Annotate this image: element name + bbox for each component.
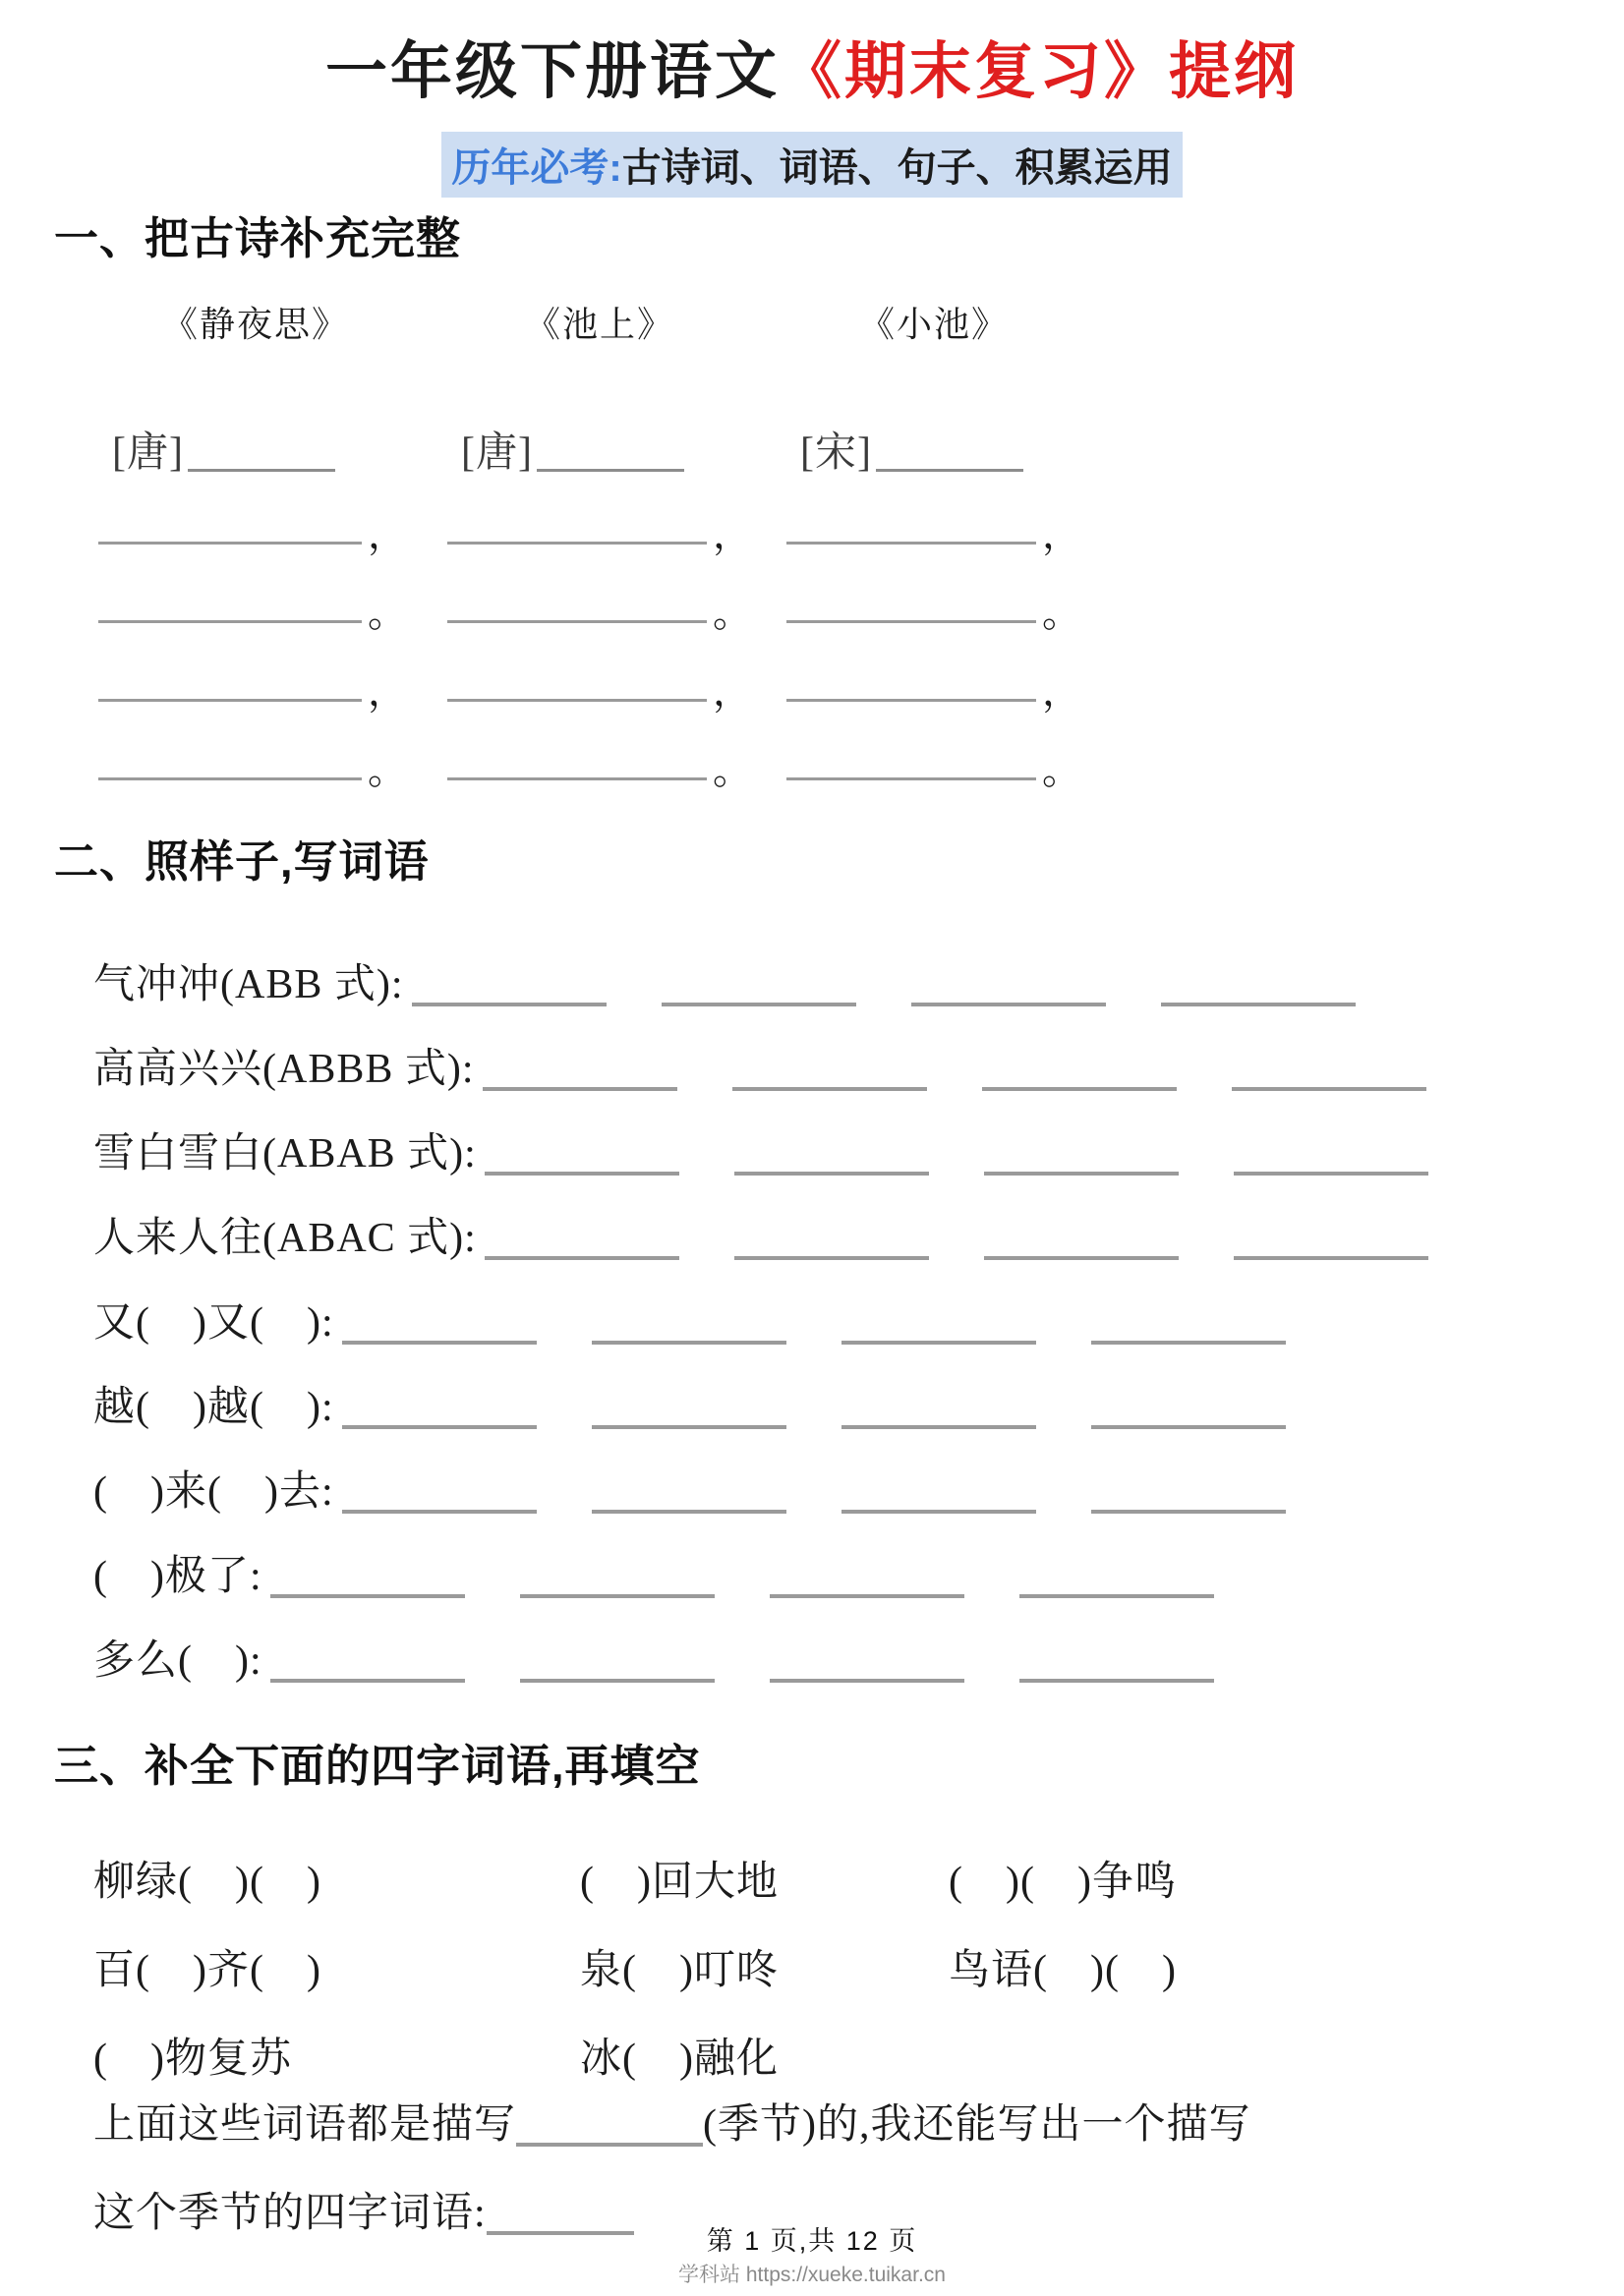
pattern-label: 多么( ): — [93, 1638, 262, 1684]
idiom-blank: 泉( )叮咚 — [580, 1948, 779, 1993]
author-blank-line — [876, 469, 1023, 472]
section2-heading: 二、照样子,写词语 — [54, 836, 430, 887]
answer-blank-line — [270, 1594, 465, 1598]
poem-author-row — [98, 381, 413, 478]
poem-title: 《小池》 — [858, 305, 1009, 344]
answer-blank-line — [1019, 1594, 1214, 1598]
verse-punct: 。 — [1042, 748, 1081, 792]
answer-blank-line — [485, 1256, 679, 1260]
answer-blank-line — [984, 1256, 1179, 1260]
answer-blank-line — [1234, 1172, 1428, 1176]
answer-blank-line — [342, 1425, 537, 1429]
idiom-row — [93, 1834, 1519, 1923]
verse-blank-row — [98, 635, 413, 714]
poem-column-xiaochi — [786, 287, 1081, 792]
fill-text-line2: 这个季节的四字词语: — [93, 2191, 487, 2236]
verse-punct: 。 — [1042, 591, 1081, 635]
pattern-item-abb — [93, 934, 1548, 1018]
verse-blank-row — [447, 635, 752, 714]
pattern-label: ( )来( )去: — [93, 1469, 334, 1515]
page-title-red: 《期末复习》提纲 — [780, 37, 1299, 106]
poem-title: 《静夜思》 — [161, 305, 349, 344]
verse-punct: 。 — [368, 748, 407, 792]
site-watermark: 学科站 https://xueke.tuikar.cn — [678, 2264, 946, 2286]
answer-blank-line — [1091, 1341, 1286, 1345]
verse-blank-line — [786, 777, 1036, 780]
verse-punct: 。 — [713, 591, 752, 635]
answer-blank-line — [520, 1594, 715, 1598]
pattern-label: 雪白雪白(ABAB 式): — [93, 1131, 477, 1177]
verse-blank-line — [786, 620, 1036, 623]
verse-blank-line — [786, 699, 1036, 702]
verse-blank-row — [786, 478, 1081, 556]
idiom-blank: 柳绿( )( ) — [93, 1860, 321, 1905]
answer-blank-line — [520, 1679, 715, 1683]
verse-punct: ， — [368, 669, 407, 714]
answer-blank-line — [732, 1087, 927, 1091]
answer-blank-line — [770, 1679, 964, 1683]
author-blank-line — [188, 469, 335, 472]
pattern-item-yue-yue — [93, 1356, 1548, 1441]
verse-blank-line — [98, 620, 362, 623]
dynasty-label: [唐] — [461, 430, 533, 476]
answer-blank-line — [841, 1510, 1036, 1514]
verse-punct: ， — [368, 512, 407, 556]
verse-blank-row — [786, 635, 1081, 714]
pattern-item-abac — [93, 1187, 1548, 1272]
verse-blank-line — [447, 777, 707, 780]
answer-blank-line — [984, 1172, 1179, 1176]
answer-blank-line — [662, 1003, 856, 1006]
answer-blank-line — [1234, 1256, 1428, 1260]
verse-punct: 。 — [713, 748, 752, 792]
answer-blank-line — [592, 1425, 786, 1429]
idiom-blank: ( )回大地 — [580, 1860, 779, 1905]
page-title-black: 一年级下册语文 — [325, 37, 780, 106]
verse-blank-row — [98, 714, 413, 792]
poem-title: 《池上》 — [524, 305, 674, 344]
subtitle-highlight — [441, 132, 1182, 198]
answer-blank-line — [1019, 1679, 1214, 1683]
poem-author-row — [447, 381, 752, 478]
verse-blank-row — [447, 478, 752, 556]
answer-blank-line — [485, 1172, 679, 1176]
idiom-row — [93, 1923, 1519, 2011]
page-title — [0, 22, 1624, 111]
pattern-label: ( )极了: — [93, 1554, 262, 1599]
pattern-label: 越( )越( ): — [93, 1385, 334, 1430]
verse-blank-row — [447, 556, 752, 635]
pattern-item-abbb — [93, 1018, 1548, 1103]
verse-punct: ， — [1042, 512, 1081, 556]
season-fill-sentence — [93, 2092, 1251, 2156]
verse-blank-line — [98, 699, 362, 702]
pattern-item-abab — [93, 1103, 1548, 1187]
author-blank-line — [537, 469, 684, 472]
verse-blank-row — [98, 556, 413, 635]
answer-blank-line — [342, 1341, 537, 1345]
pattern-label: 人来人往(ABAC 式): — [93, 1216, 477, 1261]
fill-text-after: (季节)的,我还能写出一个描写 — [703, 2102, 1251, 2148]
poem-grid — [98, 287, 1081, 792]
idiom-blank: ( )物复苏 — [93, 2037, 292, 2082]
verse-punct: ， — [713, 512, 752, 556]
subtitle-rest: 古诗词、词语、句子、积累运用 — [621, 146, 1173, 190]
verse-blank-row — [98, 478, 413, 556]
verse-blank-row — [447, 714, 752, 792]
pattern-item-duome — [93, 1610, 1548, 1694]
verse-blank-line — [786, 542, 1036, 545]
pattern-label: 气冲冲(ABB 式): — [93, 962, 404, 1007]
idiom-row — [93, 2011, 1519, 2099]
idiom-blank: 鸟语( )( ) — [949, 1948, 1177, 1993]
pattern-label: 高高兴兴(ABBB 式): — [93, 1047, 475, 1092]
idiom-blank: ( )( )争鸣 — [949, 1860, 1177, 1905]
fill-text-before: 上面这些词语都是描写 — [93, 2102, 517, 2148]
answer-blank-line — [1091, 1425, 1286, 1429]
poem-column-jingyesi — [98, 287, 413, 792]
answer-blank-line — [1091, 1510, 1286, 1514]
answer-blank-line — [1161, 1003, 1356, 1006]
answer-blank-line — [412, 1003, 607, 1006]
poem-column-chishang — [447, 287, 752, 792]
answer-blank-line — [483, 1087, 677, 1091]
word-pattern-list — [93, 934, 1548, 1694]
dynasty-label: [宋] — [800, 430, 872, 476]
page-number: 第 1 页,共 12 页 — [706, 2226, 918, 2256]
page-footer — [0, 2219, 1624, 2288]
subtitle-lead: 历年必考: — [451, 146, 622, 190]
dynasty-label: [唐] — [112, 430, 184, 476]
answer-blank-line — [270, 1679, 465, 1683]
pattern-item-you-you — [93, 1272, 1548, 1356]
verse-punct: 。 — [368, 591, 407, 635]
poem-author-row — [786, 381, 1081, 478]
answer-blank-line — [982, 1087, 1177, 1091]
subtitle-row — [0, 132, 1624, 198]
verse-punct: ， — [1042, 669, 1081, 714]
section1-heading: 一、把古诗补充完整 — [54, 213, 462, 263]
verse-blank-line — [447, 620, 707, 623]
answer-blank-line — [770, 1594, 964, 1598]
section3-heading: 三、补全下面的四字词语,再填空 — [54, 1741, 701, 1791]
verse-blank-line — [98, 542, 362, 545]
answer-blank-line — [841, 1425, 1036, 1429]
idiom-blank: 冰( )融化 — [580, 2037, 779, 2082]
answer-blank-line — [592, 1341, 786, 1345]
pattern-item-jile — [93, 1525, 1548, 1610]
season-blank-line — [516, 2143, 703, 2147]
idiom-grid — [93, 1834, 1519, 2099]
verse-blank-row — [786, 714, 1081, 792]
verse-punct: ， — [713, 669, 752, 714]
pattern-label: 又( )又( ): — [93, 1300, 334, 1346]
answer-blank-line — [734, 1256, 929, 1260]
answer-blank-line — [734, 1172, 929, 1176]
verse-blank-line — [447, 699, 707, 702]
verse-blank-row — [786, 556, 1081, 635]
idiom-blank: 百( )齐( ) — [93, 1948, 321, 1993]
answer-blank-line — [342, 1510, 537, 1514]
pattern-item-lai-qu — [93, 1441, 1548, 1525]
answer-blank-line — [841, 1341, 1036, 1345]
answer-blank-line — [592, 1510, 786, 1514]
verse-blank-line — [98, 777, 362, 780]
answer-blank-line — [1232, 1087, 1426, 1091]
verse-blank-line — [447, 542, 707, 545]
answer-blank-line — [911, 1003, 1106, 1006]
